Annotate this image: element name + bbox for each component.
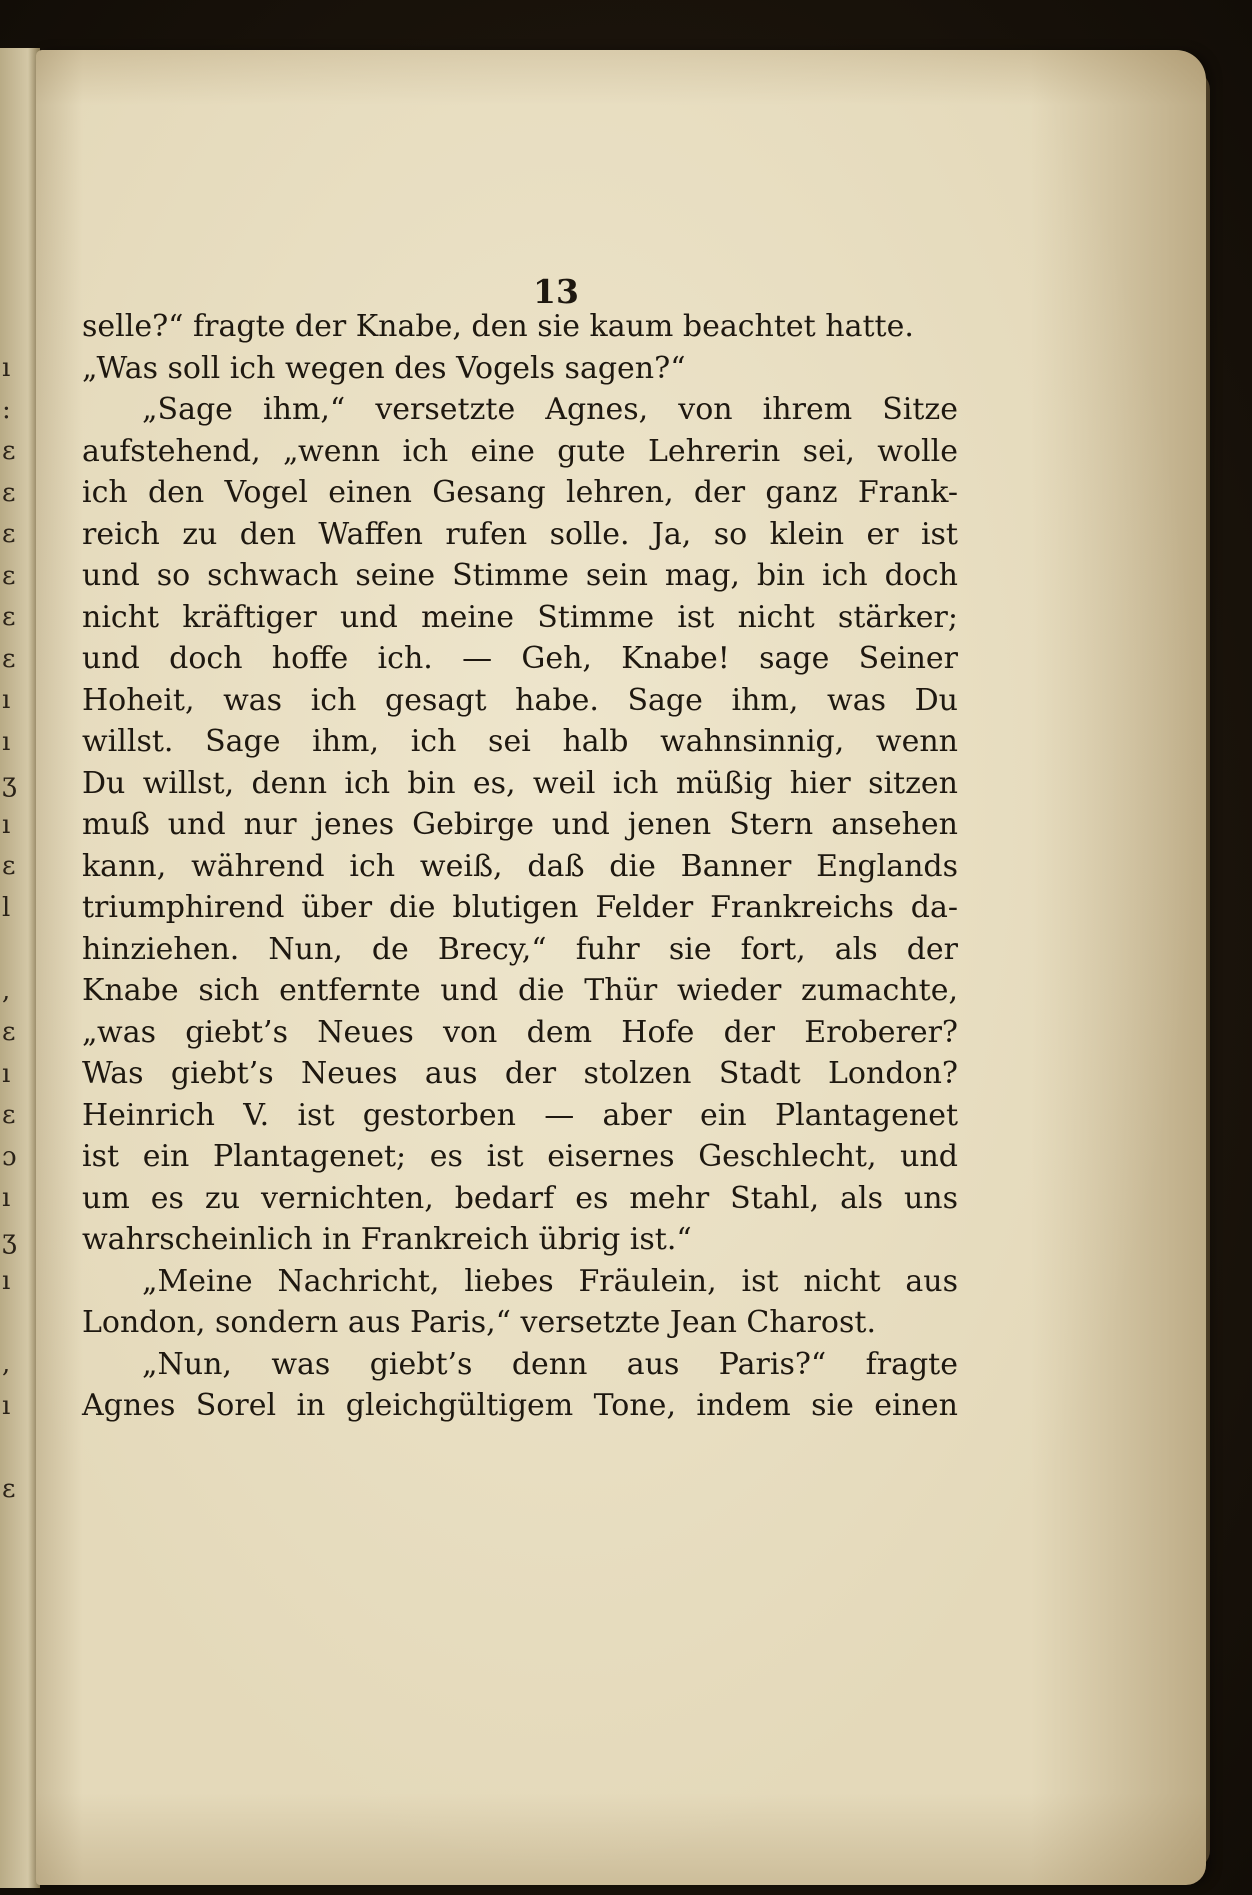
previous-page-mark: ı — [2, 809, 11, 840]
previous-page-mark: ʒ — [2, 1224, 17, 1255]
text-line: aufstehend, „wenn ich eine gute Lehrerin sei, wolle — [82, 433, 958, 469]
previous-page-mark: , — [2, 1349, 11, 1379]
text-line: reich zu den Waffen rufen solle. Ja, so klein er ist — [82, 516, 958, 552]
text-line: „Nun, was giebt’s denn aus Paris?“ fragte — [142, 1346, 958, 1382]
text-line: Du willst, denn ich bin es, weil ich müßig hier sitzen — [82, 765, 958, 801]
previous-page-mark: ɛ — [2, 519, 16, 549]
previous-page-mark: ı — [2, 726, 11, 757]
previous-page-mark: ɛ — [2, 602, 16, 632]
previous-page-mark: ı — [2, 685, 11, 715]
text-line: London, sondern aus Paris,“ versetzte Jean Charost. — [82, 1305, 876, 1340]
text-line: und doch hoffe ich. — Geh, Knabe! sage Seiner — [82, 641, 958, 676]
text-line: Hoheit, was ich gesagt habe. Sage ihm, was Du — [82, 682, 958, 718]
previous-page-mark: ı — [2, 1183, 11, 1213]
previous-page-mark — [2, 1427, 22, 1469]
text-line: kann, während ich weiß, daß die Banner Englands — [82, 848, 958, 884]
text-line: um es zu vernichten, bedarf es mehr Stahl, als uns — [82, 1180, 958, 1216]
text-line: Heinrich V. ist gestorben — aber ein Plantagenet — [82, 1097, 958, 1133]
previous-page-mark: ı — [2, 353, 11, 383]
text-line: hinziehen. Nun, de Brecy,“ fuhr sie fort, als der — [82, 931, 958, 967]
text-line: ist ein Plantagenet; es ist eisernes Geschlecht, und — [82, 1139, 958, 1174]
text-line: „Was soll ich wegen des Vogels sagen?“ — [82, 350, 686, 386]
previous-page-mark — [2, 1303, 22, 1345]
previous-page-mark: ɛ — [2, 643, 16, 674]
previous-page-mark: , — [2, 975, 11, 1006]
previous-page-mark: ı — [2, 1266, 11, 1296]
text-line: willst. Sage ihm, ich sei halb wahnsinnig, wenn — [82, 724, 958, 759]
text-line: nicht kräftiger und meine Stimme ist nicht stärker; — [82, 599, 958, 635]
previous-page-mark: ı — [2, 1058, 11, 1089]
previous-page-mark: l — [2, 892, 11, 923]
previous-page-mark: ɛ — [2, 851, 16, 881]
previous-page-marks — [2, 348, 22, 1510]
previous-page-edge — [0, 48, 40, 1888]
text-line: wahrscheinlich in Frankreich übrig ist.“ — [82, 1222, 692, 1257]
text-line: Agnes Sorel in gleichgültigem Tone, indem sie einen — [82, 1388, 958, 1423]
previous-page-mark: ɛ — [2, 477, 16, 508]
previous-page-mark: ɔ — [2, 1141, 17, 1172]
text-line: ich den Vogel einen Gesang lehren, der ganz Frank- — [82, 475, 958, 510]
text-line: Knabe sich entfernte und die Thür wieder zumachte, — [82, 973, 958, 1008]
previous-page-mark: ɛ — [2, 1473, 16, 1504]
previous-page-mark: ı — [2, 1390, 11, 1421]
text-line: „Sage ihm,“ versetzte Agnes, von ihrem Sitze — [142, 392, 958, 427]
text-line: muß und nur jenes Gebirge und jenen Stern ansehen — [82, 807, 958, 842]
previous-page-mark: ɛ — [2, 1100, 16, 1130]
text-line: selle?“ fragte der Knabe, den sie kaum beachtet hatte. — [82, 309, 914, 344]
previous-page-mark: ɛ — [2, 560, 16, 591]
text-line: Was giebt’s Neues aus der stolzen Stadt London? — [82, 1056, 958, 1091]
previous-page-mark: ɛ — [2, 436, 16, 466]
text-line: „was giebt’s Neues von dem Hofe der Eroberer? — [82, 1014, 958, 1050]
page-number: 13 — [533, 272, 579, 311]
text-line: und so schwach seine Stimme sein mag, bin ich doch — [82, 558, 958, 593]
previous-page-mark: : — [2, 394, 11, 425]
previous-page-mark: ɛ — [2, 1017, 16, 1047]
text-line: „Meine Nachricht, liebes Fräulein, ist nicht aus — [142, 1263, 958, 1299]
previous-page-mark: ʒ — [2, 768, 17, 798]
text-block — [82, 306, 958, 1427]
text-line: triumphirend über die blutigen Felder Frankreichs da- — [82, 890, 958, 925]
previous-page-mark — [2, 929, 22, 971]
